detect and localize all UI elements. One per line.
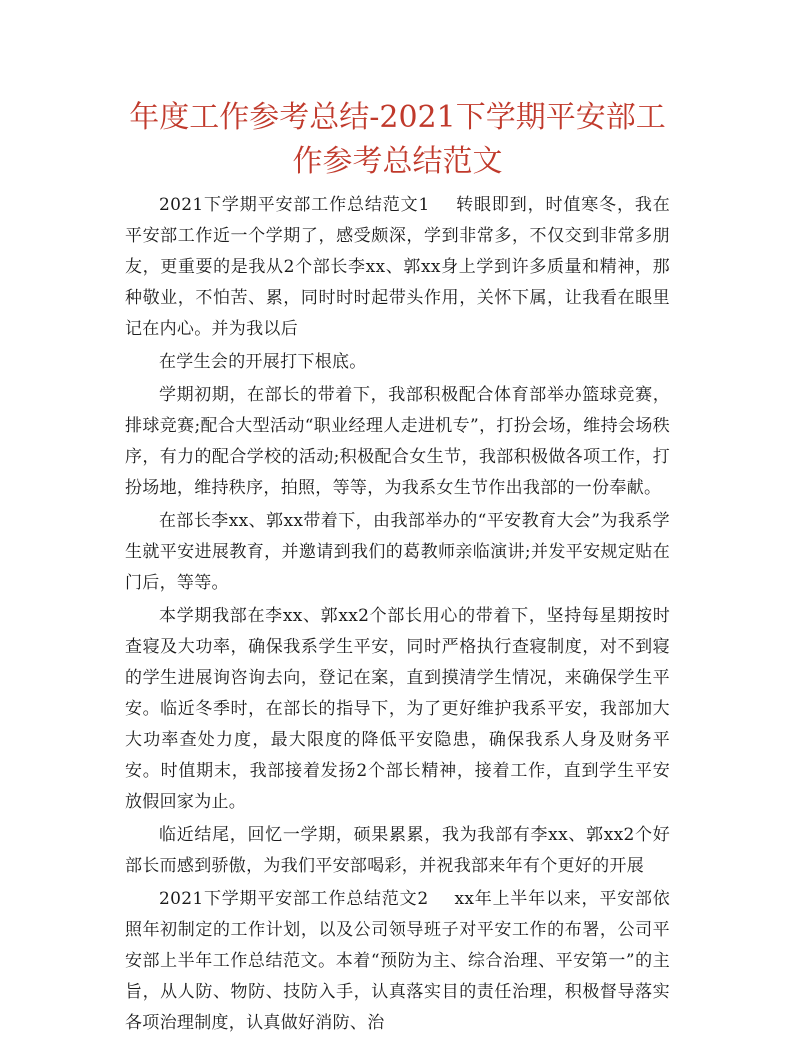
paragraph-1-text: 转眼即到，时值寒冬，我在平安部工作近一个学期了，感受颇深，学到非常多，不仅交到非常多朋友，更重要的是我从2个部长李xx、郭xx身上学到许多质量和精神，那种敬业，不怕苦、累，同时时时起带头作用，关怀下属，让我看在眼里记在内心。并为我以后 — [125, 195, 670, 339]
section-heading-1: 2021下学期平安部工作总结范文1 — [159, 195, 430, 215]
paragraph-3: 学期初期，在部长的带着下，我部积极配合体育部举办篮球竞赛，排球竞赛;配合大型活动“职业经理人走进机专”，打扮会场，维持会场秩序，有力的配合学校的活动;积极配合女生节，我部积极做各项工作，打扮场地，维持秩序，拍照，等等，为我系女生节作出我部的一份奉献。 — [125, 385, 670, 498]
paragraph-7 — [125, 884, 670, 1039]
paragraph-4: 在部长李xx、郭xx带着下，由我部举办的“平安教育大会”为我系学生就平安进展教育，并邀请到我们的葛教师亲临演讲;并发平安规定贴在门后，等等。 — [125, 511, 670, 593]
paragraph-1 — [125, 190, 670, 345]
paragraph-6: 临近结尾，回忆一学期，硕果累累，我为我部有李xx、郭xx2个好部长而感到骄傲，为我们平安部喝彩，并祝我部来年有个更好的开展 — [125, 825, 670, 876]
paragraph-2: 在学生会的开展打下根底。 — [159, 352, 367, 372]
section-heading-2: 2021下学期平安部工作总结范文2 — [159, 889, 429, 909]
document-title: 年度工作参考总结-2021下学期平安部工作参考总结范文 — [129, 100, 666, 179]
paragraph-5: 本学期我部在李xx、郭xx2个部长用心的带着下，坚持每星期按时查寝及大功率，确保我系学生平安，同时严格执行查寝制度，对不到寝的学生进展询咨询去向，登记在案，直到摸清学生情况，来确保学生平安。临近冬季时，在部长的指导下，为了更好维护我系平安，我部加大大功率查处力度，最大限度的降低平安隐患，确保我系人身及财务平安。时值期末，我部接着发扬2个部长精神，接着工作，直到学生平安放假回家为止。 — [125, 606, 670, 812]
paragraph-7-text: xx年上半年以来，平安部依照年初制定的工作计划，以及公司领导班子对平安工作的布署，公司平安部上半年工作总结范文。本着“预防为主、综合治理、平安第一”的主旨，从人防、物防、技防入手，认真落实目的责任治理，积极督导落实各项治理制度，认真做好消防、治 — [125, 889, 670, 1033]
